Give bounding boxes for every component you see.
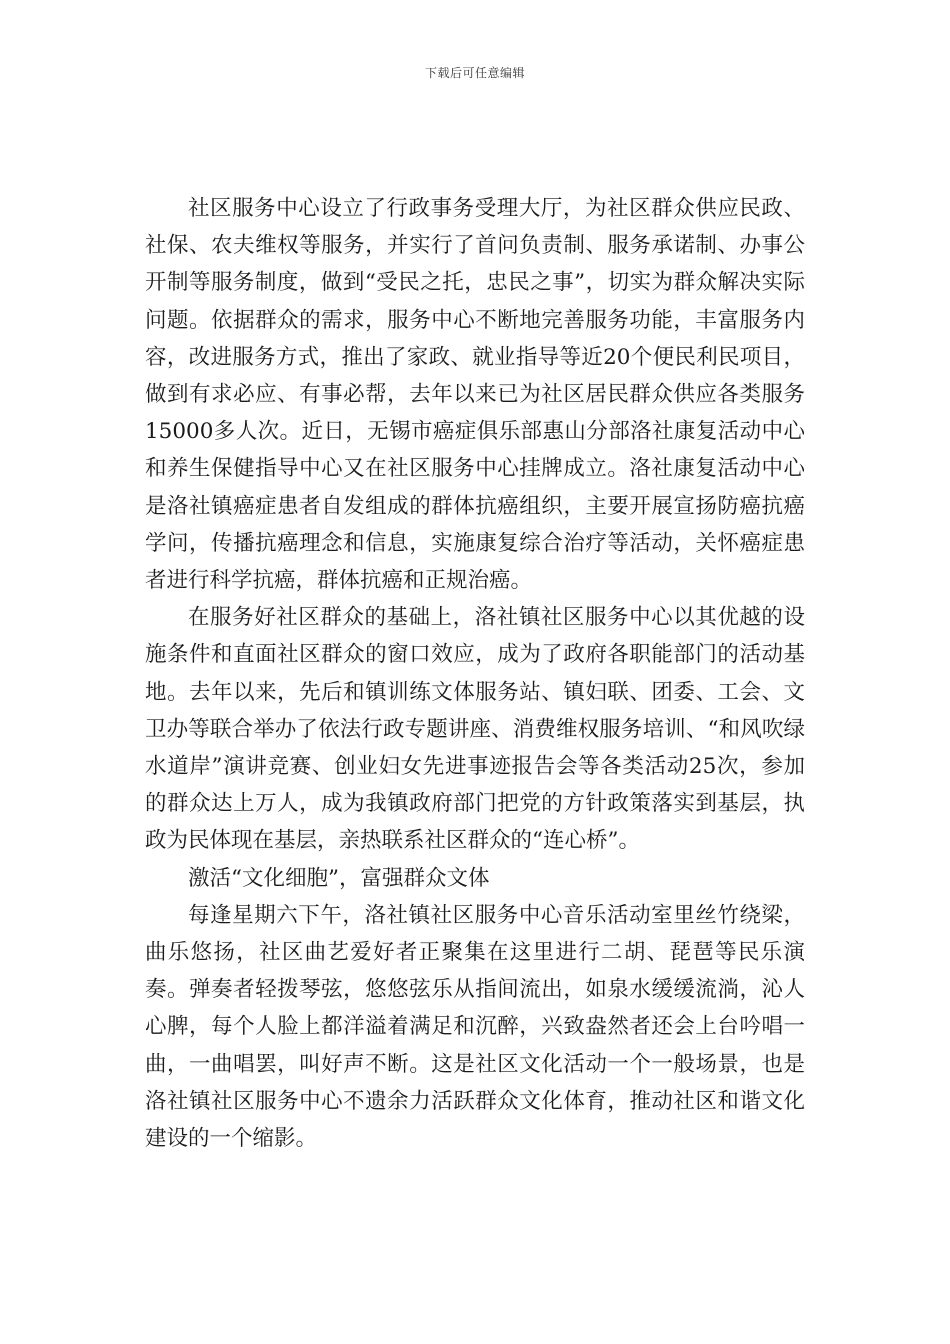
paragraph-saturday-music: 每逢星期六下午，洛社镇社区服务中心音乐活动室里丝竹绕梁，曲乐悠扬，社区曲艺爱好者正聚集在这里进行二胡、琵琶等民乐演奏。弹奏者轻拨琴弦，悠悠弦乐从指间流出，如泉水缓缓流淌，沁人心脾，每个人脸上都洋溢着满足和沉醉，兴致盎然者还会上台吟唱一曲，一曲唱罢，叫好声不断。这是社区文化活动一个一般场景，也是洛社镇社区服务中心不遗余力活跃群众文化体育，推动社区和谐文化建设的一个缩影。	[145, 902, 805, 1152]
page-header: 下载后可任意编辑	[424, 66, 525, 80]
section-heading-culture: 激活“文化细胞”，富强群众文体	[188, 865, 490, 891]
document-body	[145, 190, 805, 1157]
paragraph-community-service-hall: 社区服务中心设立了行政事务受理大厅，为社区群众供应民政、社保、农夫维权等服务，并实行了首问负责制、服务承诺制、办事公开制等服务制度，做到“受民之托，忠民之事”，切实为群众解决实际问题。依据群众的需求，服务中心不断地完善服务功能，丰富服务内容，改进服务方式，推出了家政、就业指导等近20个便民利民项目，做到有求必应、有事必帮，去年以来已为社区居民群众供应各类服务15000多人次。近日，无锡市癌症俱乐部惠山分部洛社康复活动中心和养生保健指导中心又在社区服务中心挂牌成立。洛社康复活动中心是洛社镇癌症患者自发组成的群体抗癌组织，主要开展宣扬防癌抗癌学问，传播抗癌理念和信息，实施康复综合治疗等活动，关怀癌症患者进行科学抗癌，群体抗癌和正规治癌。	[145, 196, 805, 594]
paragraph-activity-base: 在服务好社区群众的基础上，洛社镇社区服务中心以其优越的设施条件和直面社区群众的窗口效应，成为了政府各职能部门的活动基地。去年以来，先后和镇训练文体服务站、镇妇联、团委、工会、文卫办等联合举办了依法行政专题讲座、消费维权服务培训、“和风吹绿水道岸”演讲竞赛、创业妇女先进事迹报告会等各类活动25次，参加的群众达上万人，成为我镇政府部门把党的方针政策落实到基层，执政为民体现在基层，亲热联系社区群众的“连心桥”。	[145, 605, 805, 854]
